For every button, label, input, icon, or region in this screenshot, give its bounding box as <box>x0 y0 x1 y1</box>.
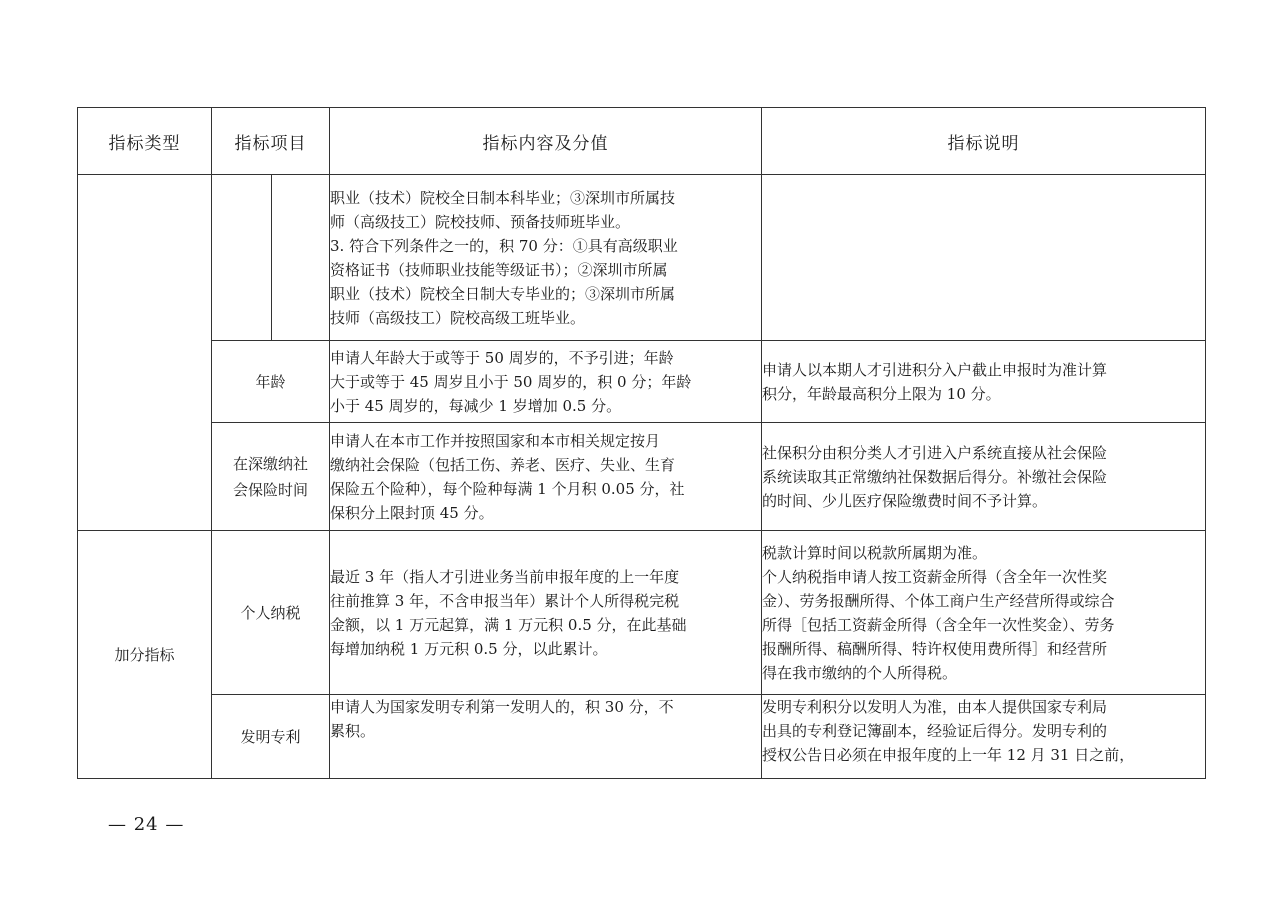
note-line: 积分，年龄最高积分上限为 10 分。 <box>762 384 1001 403</box>
page-number: — 24 — <box>108 814 185 835</box>
content-line: 大于或等于 45 周岁且小于 50 周岁的，积 0 分；年龄 <box>330 372 692 391</box>
note-line: 金）、劳务报酬所得、个体工商户生产经营所得或综合 <box>762 591 1115 610</box>
content-line: 往前推算 3 年，不含申报当年）累计个人所得税完税 <box>330 591 680 610</box>
content-line: 师（高级技工）院校技师、预备技师班毕业。 <box>330 212 631 231</box>
content-cell-invention-patent <box>330 695 762 779</box>
header-index-content: 指标内容及分值 <box>330 108 762 175</box>
content-line: 每增加纳税 1 万元积 0.5 分，以此累计。 <box>330 639 608 658</box>
content-cell-education <box>330 175 762 341</box>
content-line: 资格证书（技师职业技能等级证书）；②深圳市所属 <box>330 260 668 279</box>
note-line: 申请人以本期人才引进积分入户截止申报时为准计算 <box>762 360 1108 379</box>
item-cell-education-left <box>212 175 272 341</box>
note-line: 报酬所得、稿酬所得、特许权使用费所得］和经营所 <box>762 639 1108 658</box>
note-line: 社保积分由积分类人才引进入户系统直接从社会保险 <box>762 443 1108 462</box>
note-cell-age <box>762 341 1206 423</box>
table-row <box>78 695 1206 779</box>
note-line: 授权公告日必须在申报年度的上一年 12 月 31 日之前， <box>762 746 1135 764</box>
category-cell-basic <box>78 175 212 531</box>
content-line: 3. 符合下列条件之一的，积 70 分：①具有高级职业 <box>330 236 678 255</box>
note-cell-personal-tax <box>762 531 1206 695</box>
content-line: 小于 45 周岁的，每减少 1 岁增加 0.5 分。 <box>330 396 622 415</box>
item-cell-personal-tax: 个人纳税 <box>212 531 330 695</box>
table-row <box>78 531 1206 695</box>
header-index-note: 指标说明 <box>762 108 1206 175</box>
note-line: 个人纳税指申请人按工资薪金所得（含全年一次性奖 <box>762 567 1108 586</box>
content-line: 申请人在本市工作并按照国家和本市相关规定按月 <box>330 431 661 450</box>
note-cell-education <box>762 175 1206 341</box>
item-cell-education-right <box>272 175 330 341</box>
content-cell-age <box>330 341 762 423</box>
content-line: 累积。 <box>330 722 376 740</box>
content-line: 申请人年龄大于或等于 50 周岁的，不予引进；年龄 <box>330 348 674 367</box>
item-line: 会保险时间 <box>232 480 308 499</box>
table-row <box>78 423 1206 531</box>
item-cell-social-insurance <box>212 423 330 531</box>
item-cell-invention-patent: 发明专利 <box>212 695 330 779</box>
header-index-type: 指标类型 <box>78 108 212 175</box>
note-line: 税款计算时间以税款所属期为准。 <box>762 543 988 562</box>
content-line: 金额，以 1 万元起算，满 1 万元积 0.5 分，在此基础 <box>330 615 687 634</box>
item-cell-age: 年龄 <box>212 341 330 423</box>
index-table <box>77 107 1206 779</box>
table-row <box>78 341 1206 423</box>
table-row <box>78 175 1206 341</box>
content-line: 职业（技术）院校全日制本科毕业；③深圳市所属技 <box>330 188 676 207</box>
note-line: 出具的专利登记簿副本，经验证后得分。发明专利的 <box>762 722 1108 740</box>
note-line: 的时间、少儿医疗保险缴费时间不予计算。 <box>762 491 1048 510</box>
content-line: 申请人为国家发明专利第一发明人的，积 30 分，不 <box>330 698 674 716</box>
item-line: 在深缴纳社 <box>232 454 308 473</box>
note-line: 得在我市缴纳的个人所得税。 <box>762 663 958 682</box>
content-line: 最近 3 年（指人才引进业务当前申报年度的上一年度 <box>330 567 680 586</box>
content-line: 职业（技术）院校全日制大专毕业的；③深圳市所属 <box>330 284 676 303</box>
content-line: 保积分上限封顶 45 分。 <box>330 503 494 522</box>
note-line: 发明专利积分以发明人为准，由本人提供国家专利局 <box>762 698 1108 716</box>
note-line: 系统读取其正常缴纳社保数据后得分。补缴社会保险 <box>762 467 1108 486</box>
note-cell-social-insurance <box>762 423 1206 531</box>
content-cell-personal-tax <box>330 531 762 695</box>
content-cell-social-insurance <box>330 423 762 531</box>
content-line: 保险五个险种），每个险种每满 1 个月积 0.05 分，社 <box>330 479 685 498</box>
content-line: 技师（高级技工）院校高级工班毕业。 <box>330 308 586 327</box>
category-cell-bonus: 加分指标 <box>78 531 212 779</box>
header-index-item: 指标项目 <box>212 108 330 175</box>
note-cell-invention-patent <box>762 695 1206 779</box>
note-line: 所得［包括工资薪金所得（含全年一次性奖金）、劳务 <box>762 615 1115 634</box>
content-line: 缴纳社会保险（包括工伤、养老、医疗、失业、生育 <box>330 455 676 474</box>
table-header-row <box>78 108 1206 175</box>
